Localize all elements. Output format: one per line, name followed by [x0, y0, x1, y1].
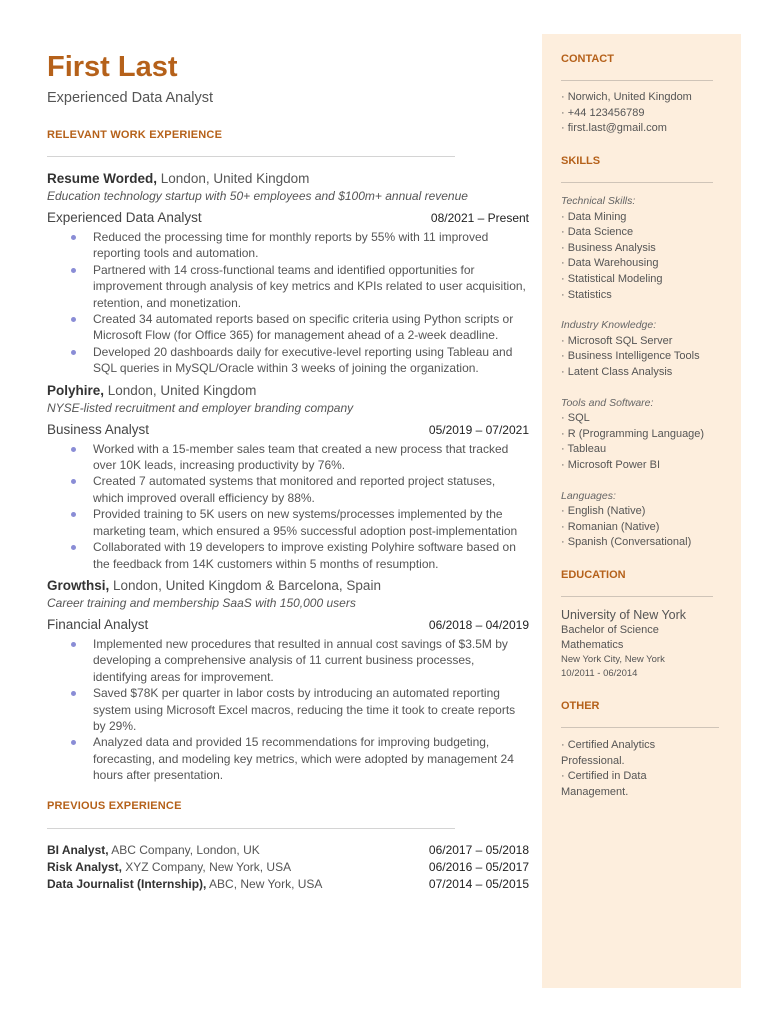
bullet-dot-icon — [71, 268, 76, 273]
previous-position — [47, 876, 322, 893]
bullet-icon: · — [561, 210, 568, 223]
skill-text: Business Analysis — [567, 241, 656, 254]
bullet-icon: · — [561, 272, 568, 285]
company-description: NYSE-listed recruitment and employer branding company — [47, 400, 354, 415]
previous-role: BI Analyst, — [47, 842, 109, 857]
previous-row — [47, 876, 529, 893]
company-line — [47, 170, 529, 188]
company-line — [47, 577, 529, 595]
bullet-item — [47, 506, 529, 539]
previous-row — [47, 859, 529, 876]
sidebar-divider — [561, 80, 713, 81]
skills-list — [561, 194, 733, 551]
other-title: OTHER — [561, 700, 600, 712]
bullet-icon: · — [561, 241, 568, 254]
previous-row — [47, 842, 529, 859]
job-dates: 06/2018 – 04/2019 — [428, 617, 529, 632]
bullet-icon: · — [561, 257, 568, 270]
bullet-item — [47, 311, 529, 344]
company-name: Resume Worded, — [47, 171, 158, 186]
skill-text: Microsoft Power BI — [567, 458, 661, 471]
spacer — [561, 303, 733, 318]
bullet-text: Collaborated with 19 developers to improve existing Polyhire software based on the feedback from 14K customers within 5 months of resumption. — [93, 540, 516, 571]
skill-item — [561, 427, 733, 443]
education-major: Mathematics — [561, 639, 624, 651]
bullet-dot-icon — [71, 479, 76, 484]
bullet-item — [47, 636, 529, 685]
skill-text: R (Programming Language) — [567, 427, 705, 440]
bullet-icon: · — [561, 226, 568, 239]
contact-item — [561, 90, 733, 106]
job-role: Business Analyst — [47, 421, 150, 437]
contact-item — [561, 121, 733, 137]
bullet-icon: · — [561, 91, 568, 103]
contact-item — [561, 106, 733, 122]
bullet-list — [47, 229, 529, 377]
company-location: London, United Kingdom — [157, 171, 310, 186]
bullet-icon: · — [561, 739, 568, 751]
bullet-item — [47, 734, 529, 783]
bullet-text: Created 7 automated systems that monitored and reported project statuses, which improved overall efficiency by 88%. — [93, 474, 496, 505]
jobs-list — [47, 170, 529, 784]
bullet-item — [47, 229, 529, 262]
bullet-dot-icon — [71, 545, 76, 550]
sidebar-divider — [561, 182, 713, 183]
skill-text: Data Science — [567, 226, 634, 239]
skill-category: Tools and Software: — [561, 396, 654, 409]
skill-item — [561, 365, 733, 381]
bullet-icon: · — [561, 443, 568, 456]
skill-item — [561, 411, 733, 427]
skill-category: Languages: — [561, 489, 616, 502]
job-role: Financial Analyst — [47, 616, 149, 632]
previous-role: Risk Analyst, — [47, 859, 122, 874]
company-description: Education technology startup with 50+ employees and $100m+ annual revenue — [47, 189, 468, 203]
bullet-dot-icon — [71, 740, 76, 745]
bullet-icon: · — [561, 427, 568, 440]
job-entry — [47, 170, 529, 377]
section-title-previous: PREVIOUS EXPERIENCE — [47, 799, 182, 812]
candidate-title: Experienced Data Analyst — [47, 90, 214, 106]
bullet-dot-icon — [71, 691, 76, 696]
skill-text: Statistical Modeling — [567, 272, 663, 285]
other-item — [561, 769, 681, 800]
bullet-text: Created 34 automated reports based on specific criteria using Python scripts or Microsoft Flow (for Office 365) for management ahead of a 2-week deadline. — [93, 312, 514, 343]
bullet-item — [47, 262, 529, 311]
skill-text: SQL — [567, 412, 590, 425]
skills-title: SKILLS — [561, 155, 601, 167]
skill-item — [561, 334, 733, 350]
skill-item — [561, 520, 733, 536]
job-entry — [47, 577, 529, 784]
sidebar-divider — [561, 596, 713, 597]
previous-list — [47, 842, 529, 893]
bullet-text: Worked with a 15-member sales team that created a new process that tracked over 10K leads, increasing productivity by 76%. — [93, 441, 509, 473]
spacer — [561, 474, 733, 489]
skill-text: Business Intelligence Tools — [567, 350, 700, 363]
bullet-text: Provided training to 5K users on new systems/processes implemented by the marketing team, which ensured a 95% successful adoption post-implementation — [93, 507, 518, 538]
bullet-list — [47, 441, 529, 572]
bullet-icon: · — [561, 505, 568, 518]
bullet-text: Reduced the processing time for monthly reports by 55% with 11 improved reporting tools and automation. — [93, 230, 489, 261]
skill-item — [561, 241, 733, 257]
bullet-icon: · — [561, 122, 568, 135]
skill-item — [561, 225, 733, 241]
skill-text: Statistics — [567, 288, 612, 301]
bullet-dot-icon — [71, 512, 76, 517]
other-text: Certified Analytics Professional. — [561, 739, 656, 767]
sidebar — [542, 34, 741, 988]
job-role: Experienced Data Analyst — [47, 210, 202, 225]
contact-title: CONTACT — [561, 53, 614, 65]
bullet-dot-icon — [71, 350, 76, 355]
job-entry — [47, 382, 529, 572]
skill-item — [561, 256, 733, 272]
skill-category: Industry Knowledge: — [561, 319, 657, 332]
skill-item — [561, 210, 733, 226]
bullet-icon: · — [561, 520, 568, 533]
skill-text: Data Mining — [567, 210, 627, 223]
candidate-name: First Last — [47, 51, 178, 83]
previous-company: ABC Company, London, UK — [108, 842, 260, 857]
main-column — [47, 50, 529, 893]
bullet-dot-icon — [71, 447, 76, 452]
role-row — [47, 210, 529, 225]
role-row — [47, 617, 529, 632]
skill-text: English (Native) — [567, 505, 646, 518]
company-name: Growthsi, — [47, 577, 110, 593]
bullet-icon: · — [561, 288, 568, 301]
skill-category: Technical Skills: — [561, 195, 636, 207]
bullet-item — [47, 685, 529, 734]
bullet-item — [47, 441, 529, 474]
previous-position — [47, 842, 260, 859]
previous-position — [47, 859, 291, 876]
previous-dates: 06/2016 – 05/2017 — [428, 859, 529, 874]
education-title: EDUCATION — [561, 569, 626, 581]
skill-text: Tableau — [567, 443, 607, 456]
contact-text: first.last@gmail.com — [567, 122, 667, 135]
bullet-icon: · — [561, 770, 568, 783]
bullet-text: Implemented new procedures that resulted in annual cost savings of $3.5M by developing a comprehensive analysis of 11 current business processes, identifying areas for improvement. — [93, 636, 508, 684]
skill-item — [561, 458, 733, 474]
bullet-text: Partnered with 14 cross-functional teams and identified opportunities for improvement through analysis of key metrics and KPIs related to user acquisition, retention, and monetization. — [93, 262, 526, 310]
skill-text: Spanish (Conversational) — [567, 536, 692, 549]
contact-text: Norwich, United Kingdom — [567, 91, 692, 103]
other-item — [561, 738, 681, 769]
skill-text: Data Warehousing — [567, 257, 659, 270]
previous-company: ABC, New York, USA — [206, 876, 323, 891]
contact-text: +44 123456789 — [567, 106, 645, 119]
bullet-text: Saved $78K per quarter in labor costs by introducing an automated reporting system using Microsoft Excel macros, reducing the time it took to create reports by 29%. — [93, 686, 516, 733]
skill-text: Romanian (Native) — [567, 520, 660, 533]
skill-text: Microsoft SQL Server — [567, 334, 673, 347]
education-dates: 10/2011 - 06/2014 — [561, 668, 638, 679]
company-line — [47, 382, 529, 400]
education-block — [561, 607, 733, 681]
previous-dates: 06/2017 – 05/2018 — [428, 842, 529, 857]
skill-item — [561, 272, 733, 288]
bullet-icon: · — [561, 106, 568, 119]
education-location: New York City, New York — [561, 654, 665, 665]
company-location: London, United Kingdom & Barcelona, Spain — [109, 577, 381, 593]
section-divider — [47, 828, 455, 829]
bullet-text: Analyzed data and provided 15 recommendations for improving budgeting, forecasting, and modeling key metrics, which were adopted by management 24 hours after presentation. — [93, 735, 514, 783]
skill-item — [561, 349, 733, 365]
skill-item — [561, 535, 733, 551]
company-description: Career training and membership SaaS with 150,000 users — [47, 595, 356, 610]
education-degree: Bachelor of Science — [561, 624, 659, 636]
bullet-icon: · — [561, 458, 568, 471]
bullet-icon: · — [561, 536, 568, 549]
skill-item — [561, 288, 733, 304]
previous-role: Data Journalist (Internship), — [47, 876, 207, 891]
bullet-item — [47, 539, 529, 572]
bullet-text: Developed 20 dashboards daily for executive-level reporting using Tableau and SQL queries in MySQL/Oracle within 3 weeks of joining the organization. — [93, 344, 513, 376]
bullet-dot-icon — [71, 642, 76, 647]
bullet-icon: · — [561, 365, 568, 378]
skill-item — [561, 442, 733, 458]
sidebar-divider — [561, 727, 719, 728]
skill-text: Latent Class Analysis — [567, 365, 673, 378]
other-list — [561, 738, 681, 800]
other-text: Certified in Data Management. — [561, 770, 647, 798]
spacer — [561, 381, 733, 396]
company-location: London, United Kingdom — [104, 382, 257, 398]
bullet-item — [47, 473, 529, 506]
bullet-dot-icon — [71, 317, 76, 322]
job-dates: 05/2019 – 07/2021 — [428, 422, 529, 437]
section-divider — [47, 156, 455, 157]
contact-list — [561, 90, 733, 137]
bullet-icon: · — [561, 334, 568, 347]
previous-company: XYZ Company, New York, USA — [121, 859, 292, 874]
bullet-icon: · — [561, 350, 568, 363]
section-title-work: RELEVANT WORK EXPERIENCE — [47, 129, 223, 141]
previous-dates: 07/2014 – 05/2015 — [428, 876, 529, 891]
education-school: University of New York — [561, 608, 687, 622]
company-name: Polyhire, — [47, 382, 105, 398]
bullet-item — [47, 344, 529, 377]
job-dates: 08/2021 – Present — [430, 211, 529, 225]
bullet-list — [47, 636, 529, 784]
skill-item — [561, 504, 733, 520]
bullet-dot-icon — [71, 235, 76, 240]
role-row — [47, 422, 529, 437]
bullet-icon: · — [561, 412, 568, 425]
